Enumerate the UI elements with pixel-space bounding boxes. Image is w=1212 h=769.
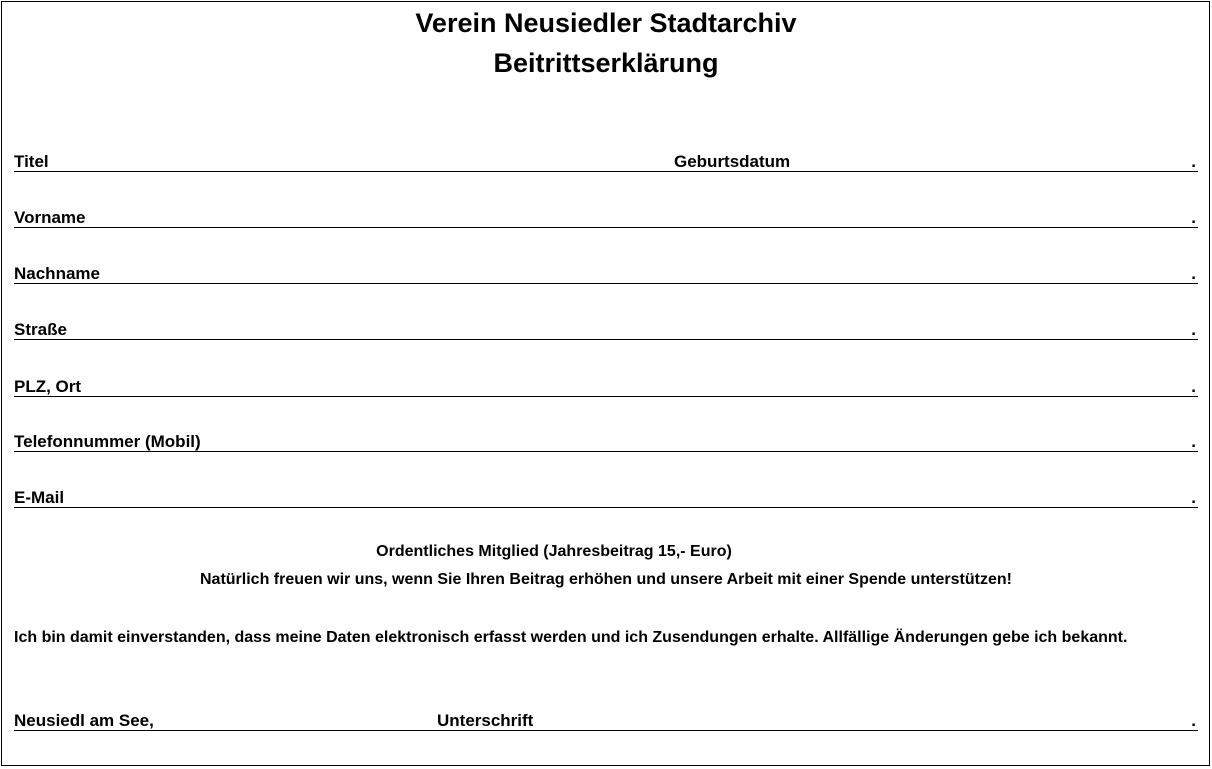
titel-geburtsdatum-field[interactable]: [14, 149, 1198, 172]
field-end-mark: .: [1191, 208, 1196, 227]
document-subtitle: Beitrittserklärung: [493, 48, 719, 78]
field-end-mark: .: [1191, 152, 1196, 171]
vorname-field[interactable]: [14, 205, 1198, 228]
plz-ort-field[interactable]: [14, 374, 1198, 397]
email-field[interactable]: [14, 485, 1198, 508]
titel-label: Titel: [14, 152, 49, 171]
document-title: Verein Neusiedler Stadtarchiv: [415, 8, 797, 38]
nachname-field[interactable]: [14, 261, 1198, 284]
field-end-mark: .: [1191, 488, 1196, 507]
telefon-label: Telefonnummer (Mobil): [14, 432, 201, 451]
geburtsdatum-label: Geburtsdatum: [674, 152, 791, 171]
place-label: Neusiedl am See,: [14, 711, 154, 730]
field-end-mark: .: [1191, 711, 1196, 730]
field-end-mark: .: [1191, 432, 1196, 451]
strasse-label: Straße: [14, 320, 67, 339]
plz-ort-label: PLZ, Ort: [14, 377, 82, 396]
telefon-field[interactable]: [14, 429, 1198, 452]
field-end-mark: .: [1191, 264, 1196, 283]
donation-note-text: Natürlich freuen wir uns, wenn Sie Ihren Beitrag erhöhen und unsere Arbeit mit einer Spende unterstützen!: [200, 571, 1012, 588]
strasse-field[interactable]: [14, 317, 1198, 340]
vorname-label: Vorname: [14, 208, 86, 227]
field-end-mark: .: [1191, 377, 1196, 396]
signature-field[interactable]: [14, 708, 1198, 731]
membership-type-text: Ordentliches Mitglied (Jahresbeitrag 15,- Euro): [376, 543, 732, 560]
unterschrift-label: Unterschrift: [437, 711, 534, 730]
nachname-label: Nachname: [14, 264, 100, 283]
email-label: E-Mail: [14, 488, 65, 507]
consent-text: Ich bin damit einverstanden, dass meine Daten elektronisch erfasst werden und ich Zusendungen erhalte. Allfällige Änderungen gebe ich bekannt.: [14, 629, 1128, 646]
field-end-mark: .: [1191, 320, 1196, 339]
